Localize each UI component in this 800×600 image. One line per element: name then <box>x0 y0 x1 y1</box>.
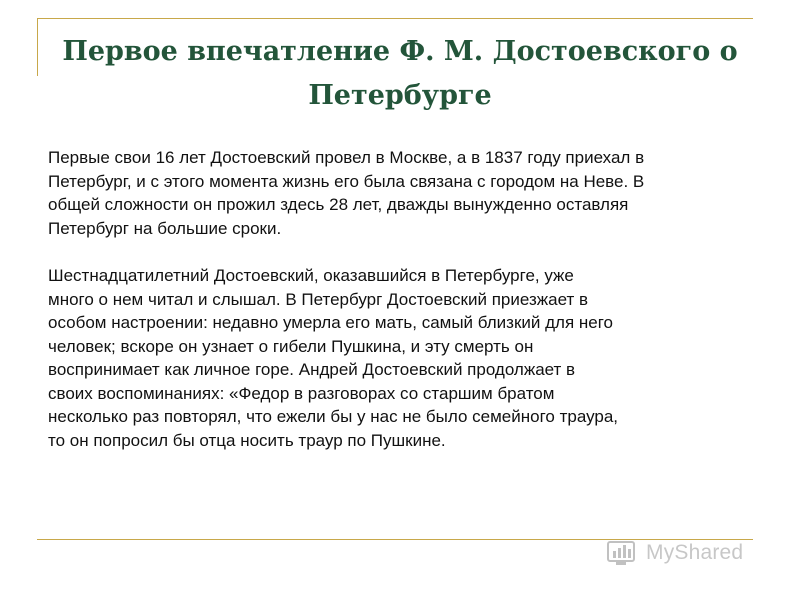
slide-title-line: Петербурге <box>308 80 492 111</box>
text-line: Первые свои 16 лет Достоевский провел в Москве, а в 1837 году приехал в <box>48 148 645 167</box>
text-line: Шестнадцатилетний Достоевский, оказавшийся в Петербурге, уже <box>48 266 574 285</box>
top-divider <box>37 18 753 19</box>
text-line: Петербург, и с этого момента жизнь его была связана с городом на Неве. В <box>48 171 645 191</box>
text-line: общей сложности он прожил здесь 28 лет, дважды вынужденно оставляя <box>48 195 629 214</box>
text-line: много о нем читал и слышал. В Петербург Достоевский приезжает в <box>48 289 588 309</box>
text-line: то он попросил бы отца носить траур по Пушкине. <box>48 430 446 450</box>
slide-body <box>48 146 760 452</box>
text-line: Петербург на большие сроки. <box>48 218 282 238</box>
paragraph-arrival <box>48 146 760 240</box>
left-accent-line <box>37 18 38 76</box>
text-line: особом настроении: недавно умерла его мать, самый близкий для него <box>48 313 614 332</box>
slide-title <box>40 30 760 118</box>
myshared-watermark <box>606 538 743 568</box>
watermark-text: MyShared <box>646 541 744 564</box>
text-line: своих воспоминаниях: «Федор в разговорах со старшим братом <box>48 383 555 403</box>
slide-title-line: Первое впечатление Ф. М. Достоевского о <box>62 36 738 67</box>
text-line: несколько раз повторял, что ежели бы у нас не было семейного траура, <box>48 407 619 426</box>
text-line: человек; вскоре он узнает о гибели Пушкина, и эту смерть он <box>48 336 534 356</box>
myshared-logo-icon <box>606 539 640 567</box>
text-line: воспринимает как личное горе. Андрей Достоевский продолжает в <box>48 360 576 379</box>
paragraph-first-impression <box>48 264 760 452</box>
